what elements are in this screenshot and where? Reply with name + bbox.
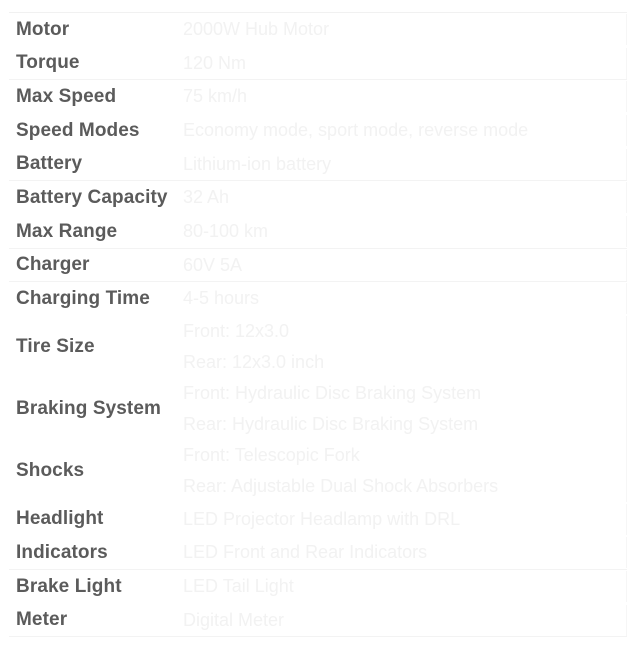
spec-row-charging-time <box>9 282 627 316</box>
spec-row-torque <box>9 47 627 80</box>
spec-label: Meter <box>16 609 68 630</box>
spec-row-tire-size <box>9 316 627 378</box>
spec-value-line: Front: Hydraulic Disc Braking System <box>183 382 482 403</box>
spec-label: Charger <box>16 254 90 275</box>
spec-label: Battery Capacity <box>16 186 168 208</box>
spec-value-line: LED Tail Light <box>183 576 294 596</box>
spec-label: Battery <box>16 153 83 174</box>
spec-value <box>177 14 627 45</box>
spec-label: Headlight <box>16 508 104 529</box>
spec-row-headlight <box>9 503 627 536</box>
spec-value-line: 75 km/h <box>183 86 248 106</box>
spec-value-line: Rear: Hydraulic Disc Braking System <box>183 413 479 434</box>
spec-value <box>177 283 627 314</box>
spec-label: Torque <box>16 52 80 73</box>
spec-value <box>177 81 627 112</box>
spec-label: Speed Modes <box>16 119 140 141</box>
spec-row-motor <box>9 13 627 47</box>
spec-value-line: 2000W Hub Motor <box>183 19 330 39</box>
spec-row-max-range <box>9 215 627 249</box>
spec-value <box>177 440 627 502</box>
spec-value-line: 32 Ah <box>183 187 230 207</box>
spec-label: Charging Time <box>16 287 150 309</box>
spec-value-line: Front: 12x3.0 <box>183 320 290 341</box>
spec-label: Tire Size <box>16 335 95 357</box>
spec-value-line: 80-100 km <box>183 221 269 241</box>
spec-row-shocks <box>9 440 627 503</box>
spec-value <box>177 316 627 378</box>
spec-value <box>177 250 627 281</box>
spec-value <box>177 537 627 568</box>
spec-label: Max Range <box>16 220 118 242</box>
spec-row-meter <box>9 604 627 637</box>
spec-value <box>177 149 627 180</box>
spec-label: Brake Light <box>16 575 122 597</box>
spec-label: Braking System <box>16 397 162 419</box>
spec-row-brake-light <box>9 570 627 604</box>
spec-value-line: 4-5 hours <box>183 288 260 308</box>
spec-value-line: LED Front and Rear Indicators <box>183 542 428 562</box>
spec-value-line: Rear: Adjustable Dual Shock Absorbers <box>183 476 499 496</box>
spec-row-max-speed <box>9 80 627 114</box>
spec-table <box>9 12 627 637</box>
spec-row-braking-system <box>9 378 627 440</box>
spec-value-line: LED Projector Headlamp with DRL <box>183 508 461 529</box>
spec-value <box>177 182 627 213</box>
spec-value <box>177 605 627 636</box>
spec-value <box>177 48 627 79</box>
spec-value <box>177 216 627 247</box>
spec-row-speed-modes <box>9 114 627 148</box>
spec-row-charger <box>9 249 627 282</box>
spec-value-line: 120 Nm <box>183 52 247 73</box>
spec-label: Indicators <box>16 541 108 563</box>
spec-value-line: Economy mode, sport mode, reverse mode <box>183 120 529 140</box>
spec-label: Max Speed <box>16 85 117 107</box>
spec-row-battery-capacity <box>9 181 627 215</box>
spec-label: Motor <box>16 18 70 40</box>
spec-value <box>177 504 627 535</box>
spec-label: Shocks <box>16 460 85 481</box>
spec-value-line: Rear: 12x3.0 inch <box>183 351 325 372</box>
spec-value <box>177 115 627 146</box>
spec-value-line: Front: Telescopic Fork <box>183 445 360 465</box>
spec-value <box>177 378 627 440</box>
spec-value-line: 60V 5A <box>183 254 243 275</box>
spec-row-battery <box>9 148 627 181</box>
spec-value-line: Lithium-ion battery <box>183 153 332 174</box>
spec-value <box>177 571 627 602</box>
spec-row-indicators <box>9 536 627 570</box>
spec-value-line: Digital Meter <box>183 609 285 630</box>
